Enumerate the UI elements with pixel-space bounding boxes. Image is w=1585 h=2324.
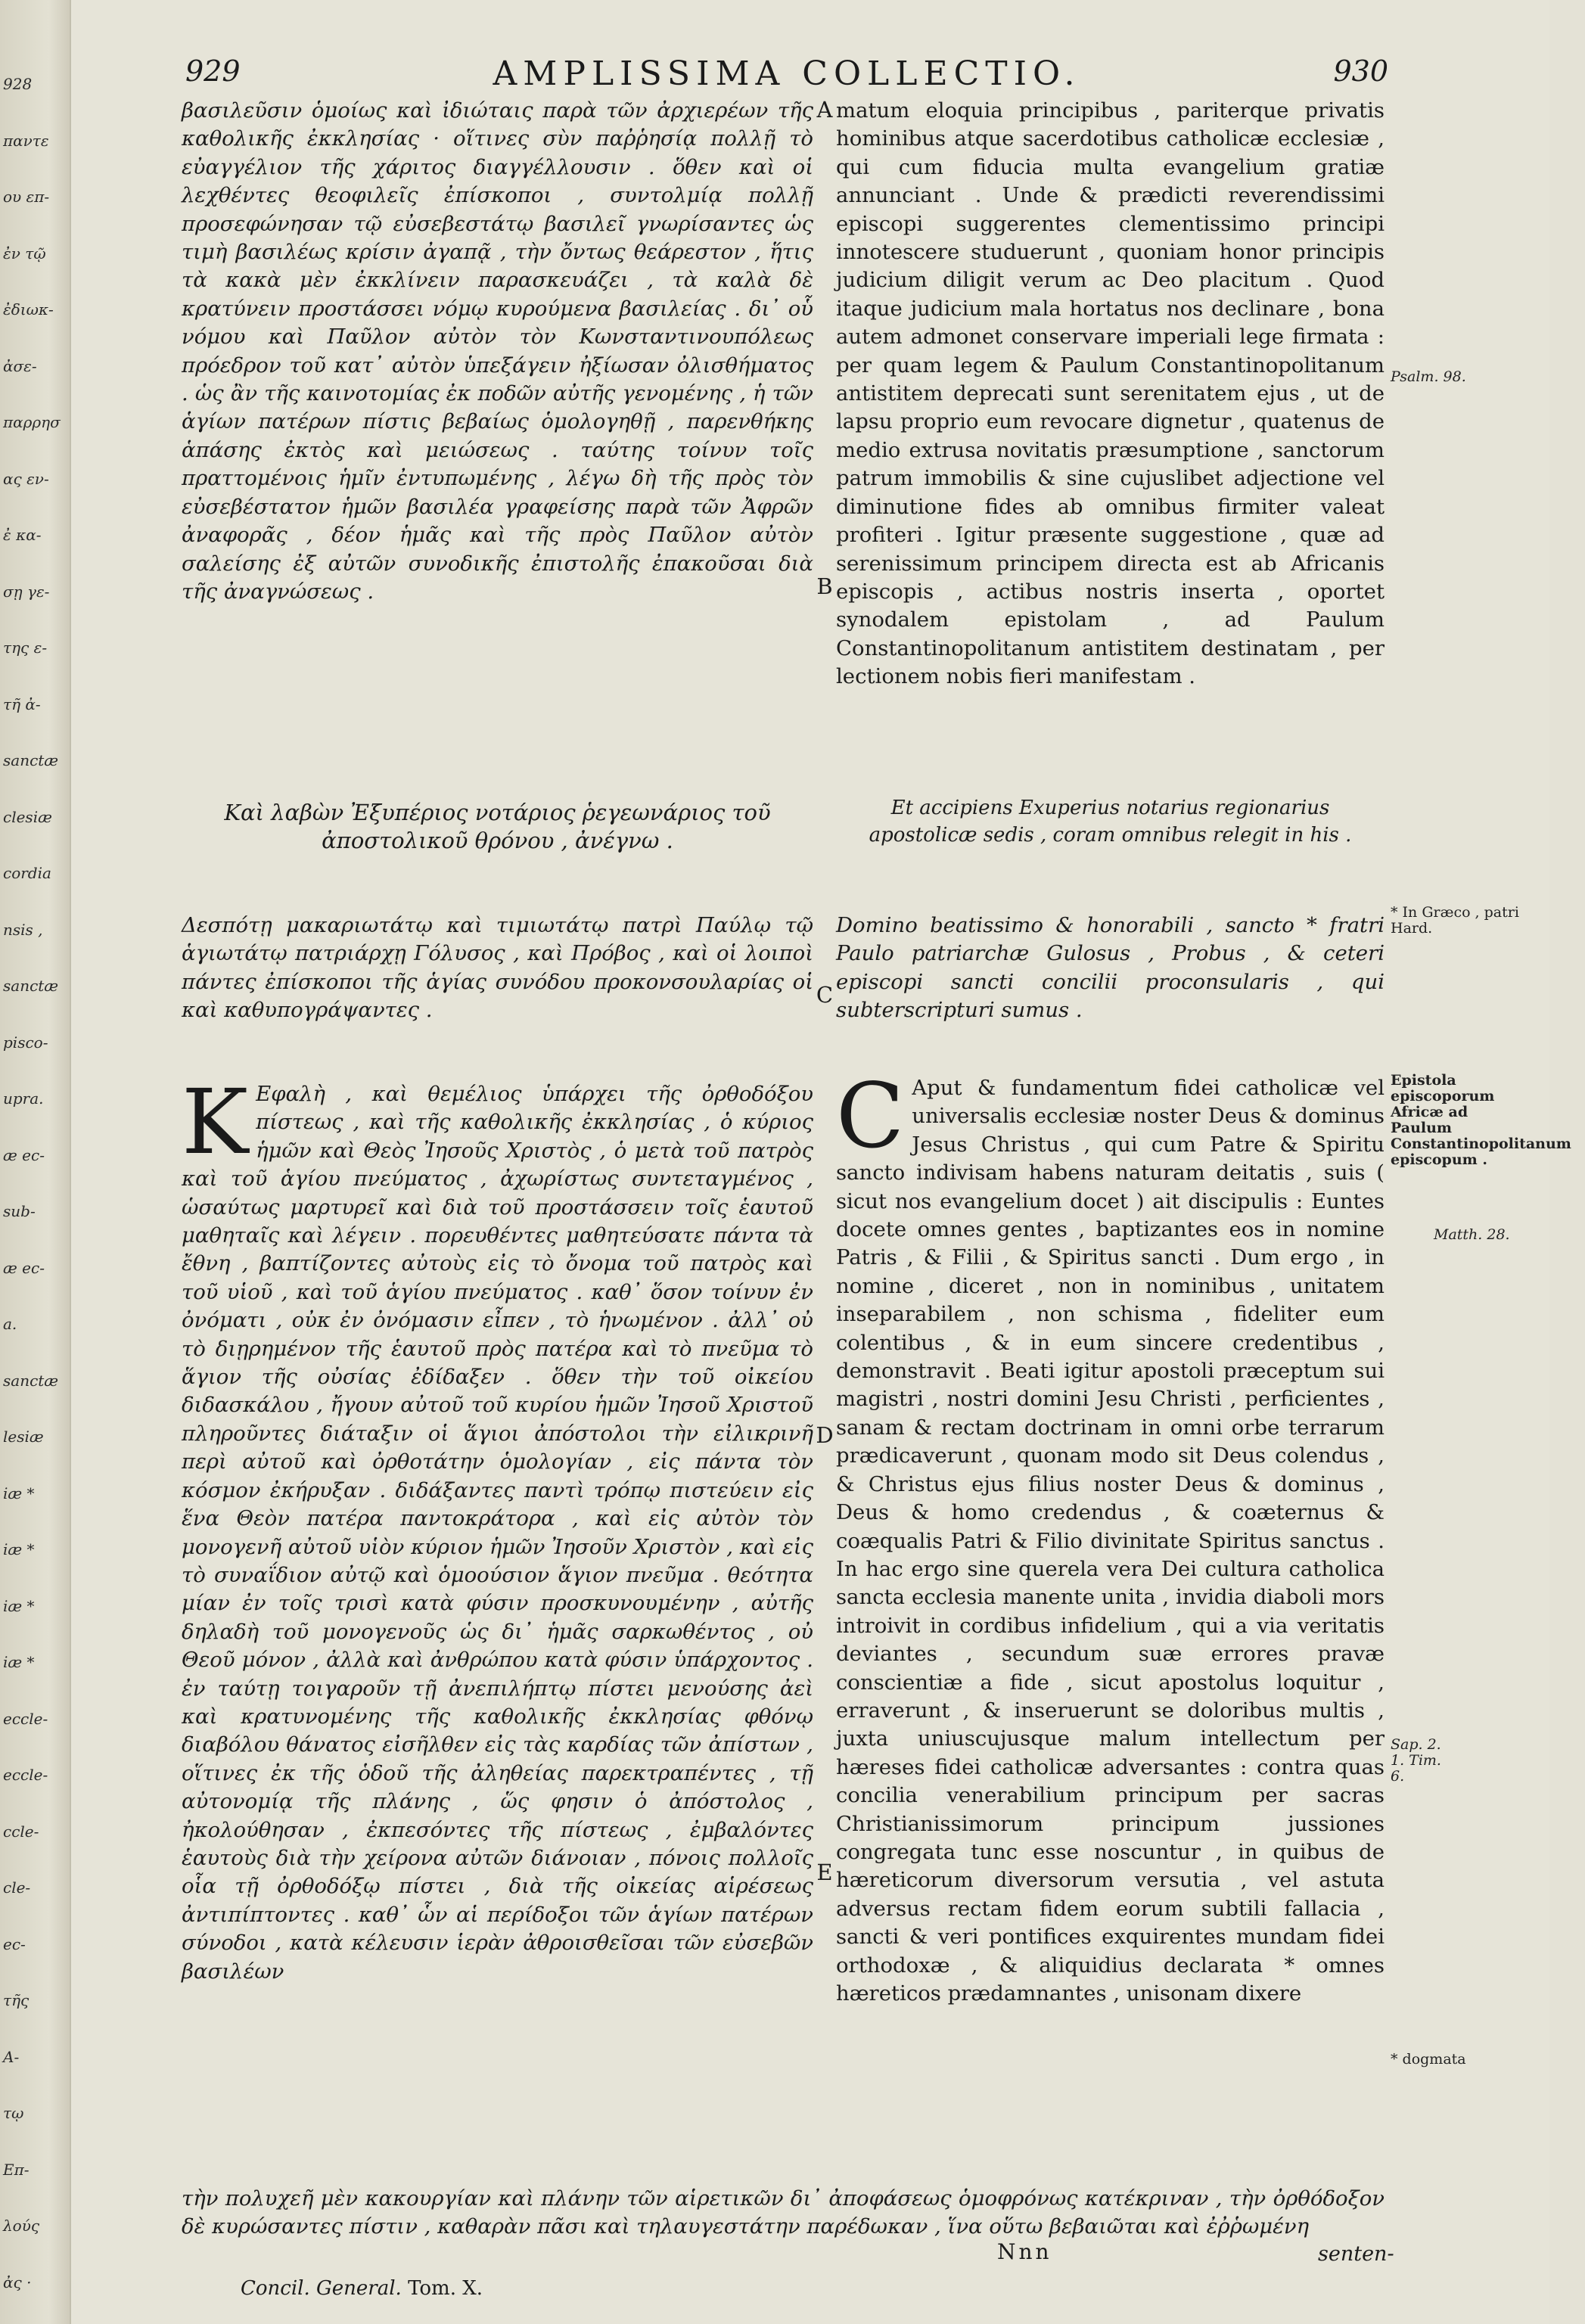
latin-intro-text: matum eloquia principibus , pariterque privatis hominibus atque sacerdotibus catholicæ ecclesiæ , qui cum fiducia multa evangelium gratiæ annunciant . Unde & prædicti reverendissimi episcopi suggerentes clementissimo principi innotescere studuerunt , quoniam honor principis judicium diligit verum ac Deo placitum . Quod itaque judicium mala hortatus nos declinare , bona autem admonet conservare imperiali lege firmata : per quam legem & Paulum Constantinopolitanum antistitem deprecati sunt serenitatem ejus , ut de lapsu proprio eum revocare dignetur , quatenus de medio extrusa novitatis præsumptione , sanctorum patrum immobilis & sine cujuslibet adjectione vel diminutione fides ab omnibus firmiter valeat profiteri . Igitur præsente suggestione , quæ ad serenissimum principem directa est ab Africanis episcopis , actibus nostris inserta , oportet synodalem epistolam , ad Paulum Constantinopolitanum antistitem destinatam , per lectionem nobis fieri manifestam .	[836, 98, 1385, 689]
bottom-greek-block	[182, 2185, 1385, 2242]
gutter-fragment: τῳ	[3, 2104, 24, 2122]
volume-footer	[241, 2277, 483, 2300]
gutter-fragment: sanctæ	[3, 1371, 59, 1390]
latin-salutation: Domino beatissimo & honorabili , sancto * fratri Paulo patriarchæ Gulosus , Probus , & ceteri episcopi sancti concilii proconsularis , qui subterscripturi sumus .	[836, 913, 1385, 1023]
gutter-fragment: sanctæ	[3, 751, 59, 769]
signature-mark: Nnn	[997, 2239, 1052, 2264]
gutter-fragment: ἀς ·	[3, 2273, 32, 2291]
gutter-fragment: παντε	[3, 131, 49, 150]
page-number-right: 930	[1333, 54, 1388, 88]
gutter-fragment: ἐδιωκ-	[3, 300, 54, 318]
gutter-fragment: æ ec-	[3, 1145, 45, 1164]
gutter-fragment: eccle-	[3, 1709, 48, 1728]
latin-salutation-block	[836, 912, 1385, 1025]
gutter-fragment: clesiæ	[3, 807, 52, 826]
margin-note-psalm: Psalm. 98.	[1391, 368, 1466, 385]
gutter-fragment: æ ec-	[3, 1258, 45, 1277]
gutter-fragment: iæ *	[3, 1484, 35, 1502]
footer-concil: Concil. General.	[241, 2277, 402, 2300]
greek-salutation: Δεσπότῃ μακαριωτάτῳ καὶ τιμιωτάτῳ πατρὶ Παύλῳ τῷ ἁγιωτάτῳ πατριάρχῃ Γόλυσος , καὶ Πρόβος , καὶ οἱ λοιποὶ πάντες ἐπίσκοποι τῆς ἁγίας συνόδου προκονσουλαρίας οἱ καὶ καθυπογράψαντες .	[182, 913, 813, 1023]
gutter-fragment: Επ-	[3, 2160, 30, 2179]
latin-heading: Et accipiens Exuperius notarius regionarius apostolicæ sedis , coram omnibus relegit in his .	[869, 797, 1352, 847]
latin-heading-block	[836, 794, 1385, 885]
gutter-fragment: iæ *	[3, 1540, 35, 1558]
greek-salutation-block	[182, 912, 813, 1025]
greek-body-block	[182, 1070, 813, 2185]
gutter-fragment: 928	[3, 75, 33, 93]
gutter-fragment: sanctæ	[3, 977, 59, 995]
gutter-fragment: ἀσε-	[3, 356, 37, 375]
gutter-fragment: eccle-	[3, 1766, 48, 1784]
latin-body-text: Aput & fundamentum fidei catholicæ vel universalis ecclesiæ noster Deus & dominus Jesus Christus , qui cum Patre & Spiritu sancto indivisam habens naturam deitatis , suis ( sicut nos evangelium docet ) ait discipulis : Euntes docete omnes gentes , baptizantes eos in nomine Patris , & Filii , & Spiritus sancti . Dum ergo , in nomine , diceret , non in nominibus , unitatem inseparabilem , non schisma , fideliter eum colentibus , & in eum sincere credentibus , demonstravit . Beati igitur apostoli præceptum sui magistri , nostri domini Jesu Christi , perficientes , sanam & rectam doctrinam in omni orbe terrarum prædicaverunt , quonam modo sit Deus colendus , & Christus ejus filius noster Deus & dominus , Deus & homo credendus , & coæternus & coæqualis Patri & Filio divinitate Spiritus sanctus . In hac ergo sine querela vera Dei cultura catholica sancta ecclesia manente unita , invidia diaboli mors introivit in cordibus infidelium , qui a via veritatis deviantes , secundum suæ errores pravæ conscientiæ a fide , sicut apostolus loquitur , erraverunt , & inseruerunt se doloribus multis , juxta uniuscujusque malum intellectum per hæreses fidei catholicæ adversantes : contra quas concilia venerabilium principum per sacras Christianissimorum principum jussiones congregata tunc esse noscuntur , in quibus de hæreticorum diversorum versutia , vel astuta adversus rectam fidem eorum subtili fallacia , sancti & veri pontifices exquirentes mundam fidei orthodoxæ , & aliquidius declarata * omnes hæreticos prædamnantes , unisonam dixere	[836, 1076, 1385, 2006]
greek-heading: Καὶ λαβὼν Ἐξυπέριος νοτάριος ῥεγεωνάριος τοῦ ἀποστολικοῦ θρόνου , ἀνέγνω .	[224, 800, 771, 853]
gutter-fragment: τῆς	[3, 1991, 30, 2009]
footer-tome: Tom. X.	[408, 2277, 483, 2300]
facing-page-gutter	[0, 0, 71, 2324]
gutter-fragment: ἐ κα-	[3, 526, 42, 544]
section-letter-e: E	[816, 1860, 833, 1885]
gutter-fragment: ἐν τῷ	[3, 244, 46, 263]
greek-heading-block	[182, 799, 813, 861]
gutter-fragment: λούς	[3, 2217, 40, 2235]
section-letter-a: A	[816, 97, 833, 123]
gutter-fragment: ec-	[3, 1934, 26, 1953]
latin-body-block	[836, 1064, 1385, 2185]
greek-intro-text: βασιλεῦσιν ὁμοίως καὶ ἰδιώταις παρὰ τῶν ἀρχιερέων τῆς καθολικῆς ἐκκλησίας · οἵτινες σὺν παῤῥησίᾳ πολλῇ τὸ εὐαγγέλιον τῆς χάριτος διαγγέλλουσιν . ὅθεν καὶ οἱ λεχθέντες θεοφιλεῖς ἐπίσκοποι , συντολμίᾳ πολλῇ προσεφώνησαν τῷ εὐσεβεστάτῳ βασιλεῖ γνωρίσαντες ὡς τιμὴ βασιλέως κρίσιν ἀγαπᾷ , τὴν ὄντως θεάρεστον , ἥτις τὰ κακὰ μὲν ἐκκλίνειν παρασκευάζει , τὰ καλὰ δὲ κρατύνειν προστάσσει νόμῳ κυρούμενα βασιλείας . δι᾽ οὗ νόμου καὶ Παῦλον αὐτὸν τὸν Κωνσταντινουπόλεως πρόεδρον τοῦ κατ᾽ αὐτὸν ὑπεξάγειν ἠξίωσαν ὀλισθήματος . ὡς ἂν τῆς καινοτομίας ἐκ ποδῶν αὐτῆς γενομένης , ἡ τῶν ἁγίων πατέρων πίστις βεβαίως ὁμολογηθῇ , παρενθήκης ἁπάσης ἐκτὸς καὶ μειώσεως . ταύτης τοίνυν τοῖς πραττομένοις ἡμῖν ἐντυπωμένης , λέγω δὴ τῆς πρὸς τὸν εὐσεβέστατον ἡμῶν βασιλέα γραφείσης παρὰ τῶν Ἀφρῶν ἀναφορᾶς , δέον ἡμᾶς καὶ τῆς πρὸς Παῦλον αὐτὸν σαλείσης ἐξ αὐτῶν συνοδικῆς ἐπιστολῆς ἐπακοῦσαι διὰ τῆς ἀναγνώσεως .	[182, 98, 813, 604]
latin-intro-block	[836, 97, 1385, 800]
greek-drop-cap: Κ	[182, 1070, 249, 1174]
gutter-fragment: Α-	[3, 2047, 20, 2066]
catchword: senten-	[1318, 2242, 1394, 2266]
gutter-fragment: iæ *	[3, 1596, 35, 1615]
margin-note-graeco: * In Græco , patri Hard.	[1391, 904, 1519, 937]
gutter-fragment: σῃ γε-	[3, 582, 50, 601]
gutter-fragment: iæ *	[3, 1653, 35, 1671]
bottom-greek-text: τὴν πολυχεῆ μὲν κακουργίαν καὶ πλάνην τῶν αἱρετικῶν δι᾽ ἀποφάσεως ὁμοφρόνως κατέκριναν , τὴν ὀρθόδοξον δὲ κυρώσαντες πίστιν , καθαρὰν πᾶσι καὶ τηλαυγεστάτην παρέδωκαν , ἵνα οὕτω βεβαιῶται καὶ ἐῤῥωμένη	[182, 2186, 1385, 2239]
section-letter-d: D	[816, 1422, 834, 1448]
margin-note-epistola: Epistola episcoporum Africæ ad Paulum Constantinopolitanum episcopum .	[1391, 1072, 1571, 1168]
gutter-fragment: cle-	[3, 1878, 31, 1897]
margin-note-matth: Matth. 28.	[1434, 1226, 1510, 1243]
gutter-fragment: lesiæ	[3, 1428, 44, 1446]
latin-drop-cap: C	[836, 1064, 905, 1168]
margin-note-sap: Sap. 2. 1. Tim. 6.	[1391, 1736, 1441, 1785]
greek-body-text: Εφαλὴ , καὶ θεμέλιος ὑπάρχει τῆς ὀρθοδόξου πίστεως , καὶ τῆς καθολικῆς ἐκκλησίας , ὁ κύριος ἡμῶν καὶ Θεὸς Ἰησοῦς Χριστὸς , ὁ μετὰ τοῦ πατρὸς καὶ τοῦ ἁγίου πνεύματος , ἀχωρίστως συντεταγμένος , ὡσαύτως μαρτυρεῖ καὶ διὰ τοῦ προστάσσειν τοῖς ἑαυτοῦ μαθηταῖς καὶ λέγειν . πορευθέντες μαθητεύσατε πάντα τὰ ἔθνη , βαπτίζοντες αὐτοὺς εἰς τὸ ὄνομα τοῦ πατρὸς καὶ τοῦ υἱοῦ , καὶ τοῦ ἁγίου πνεύματος . καθ᾽ ὅσον τοίνυν ἐν ὀνόματι , οὐκ ἐν ὀνόμασιν εἶπεν , τὸ ἡνωμένον . ἀλλ᾽ οὐ τὸ διῃρημένον τῆς ἑαυτοῦ πρὸς πατέρα καὶ τὸ πνεῦμα τὸ ἅγιον τῆς οὐσίας ἐδίδαξεν . ὅθεν τὴν τοῦ οἰκείου διδασκάλου , ἤγουν αὐτοῦ τοῦ κυρίου ἡμῶν Ἰησοῦ Χριστοῦ πληροῦντες διάταξιν οἱ ἅγιοι ἀπόστολοι τὴν εἰλικρινῆ περὶ αὐτοῦ καὶ ὀρθοτάτην ὁμολογίαν , εἰς πάντα τὸν κόσμον ἐκήρυξαν . διδάξαντες παντὶ τρόπῳ πιστεύειν εἰς ἕνα Θεὸν πατέρα παντοκράτορα , καὶ εἰς αὐτὸν τὸν μονογενῆ αὐτοῦ υἱὸν κύριον ἡμῶν Ἰησοῦν Χριστὸν , καὶ εἰς τὸ συναΐδιον αὐτῷ καὶ ὁμοούσιον ἅγιον πνεῦμα . θεότητα μίαν ἐν τοῖς τρισὶ κατὰ φύσιν προσκυνουμένην , αὐτῆς δηλαδὴ τοῦ μονογενοῦς ὡς δι᾽ ἡμᾶς σαρκωθέντος , οὐ Θεοῦ μόνον , ἀλλὰ καὶ ἀνθρώπου κατὰ φύσιν ὑπάρχοντος . ἐν ταύτῃ τοιγαροῦν τῇ ἀνεπιλήπτῳ πίστει μενούσης ἀεὶ καὶ κρατυνομένης τῆς καθολικῆς ἐκκλησίας φθόνῳ διαβόλου θάνατος εἰσῆλθεν εἰς τὰς καρδίας τῶν ἀπίστων , οἵτινες ἐκ τῆς ὁδοῦ τῆς ἀληθείας παρεκτραπέντες , τῇ αὐτονομίᾳ τῆς πλάνης , ὥς φησιν ὁ ἀπόστολος , ἠκολούθησαν , ἐκπεσόντες τῆς πίστεως , ἐμβαλόντες ἑαυτοὺς διὰ τὴν χείρονα αὐτῶν διάνοιαν , πόνοις πολλοῖς οἷα τῇ ὀρθοδόξῳ πίστει , διὰ τῆς οἰκείας αἱρέσεως ἀντιπίπτοντες . καθ᾽ ὧν αἱ περίδοξοι τῶν ἁγίων πατέρων σύνοδοι , κατὰ κέλευσιν ἱερὰν ἀθροισθεῖσαι τῶν εὐσεβῶν βασιλέων	[182, 1082, 813, 1984]
margin-note-dogmata: * dogmata	[1391, 2051, 1466, 2068]
gutter-fragment: παρρησ	[3, 413, 61, 431]
page-number-left: 929	[185, 54, 241, 88]
gutter-fragment: pisco-	[3, 1033, 48, 1052]
section-letter-b: B	[816, 573, 833, 599]
gutter-fragment: ου επ-	[3, 188, 50, 206]
gutter-fragment: sub-	[3, 1202, 36, 1220]
gutter-fragment: cordia	[3, 864, 51, 882]
gutter-fragment: ας εν-	[3, 469, 49, 488]
running-title: AMPLISSIMA COLLECTIO.	[493, 54, 1081, 93]
gutter-fragment: ccle-	[3, 1822, 39, 1841]
greek-intro-block	[182, 97, 813, 800]
section-letter-c: C	[816, 982, 834, 1008]
running-header	[185, 54, 1388, 100]
gutter-fragment: της ε-	[3, 638, 48, 657]
gutter-fragment: nsis ,	[3, 920, 43, 939]
gutter-fragment: τῆ ἀ-	[3, 694, 41, 713]
gutter-fragment: upra.	[3, 1089, 44, 1108]
gutter-fragment: a.	[3, 1315, 17, 1333]
